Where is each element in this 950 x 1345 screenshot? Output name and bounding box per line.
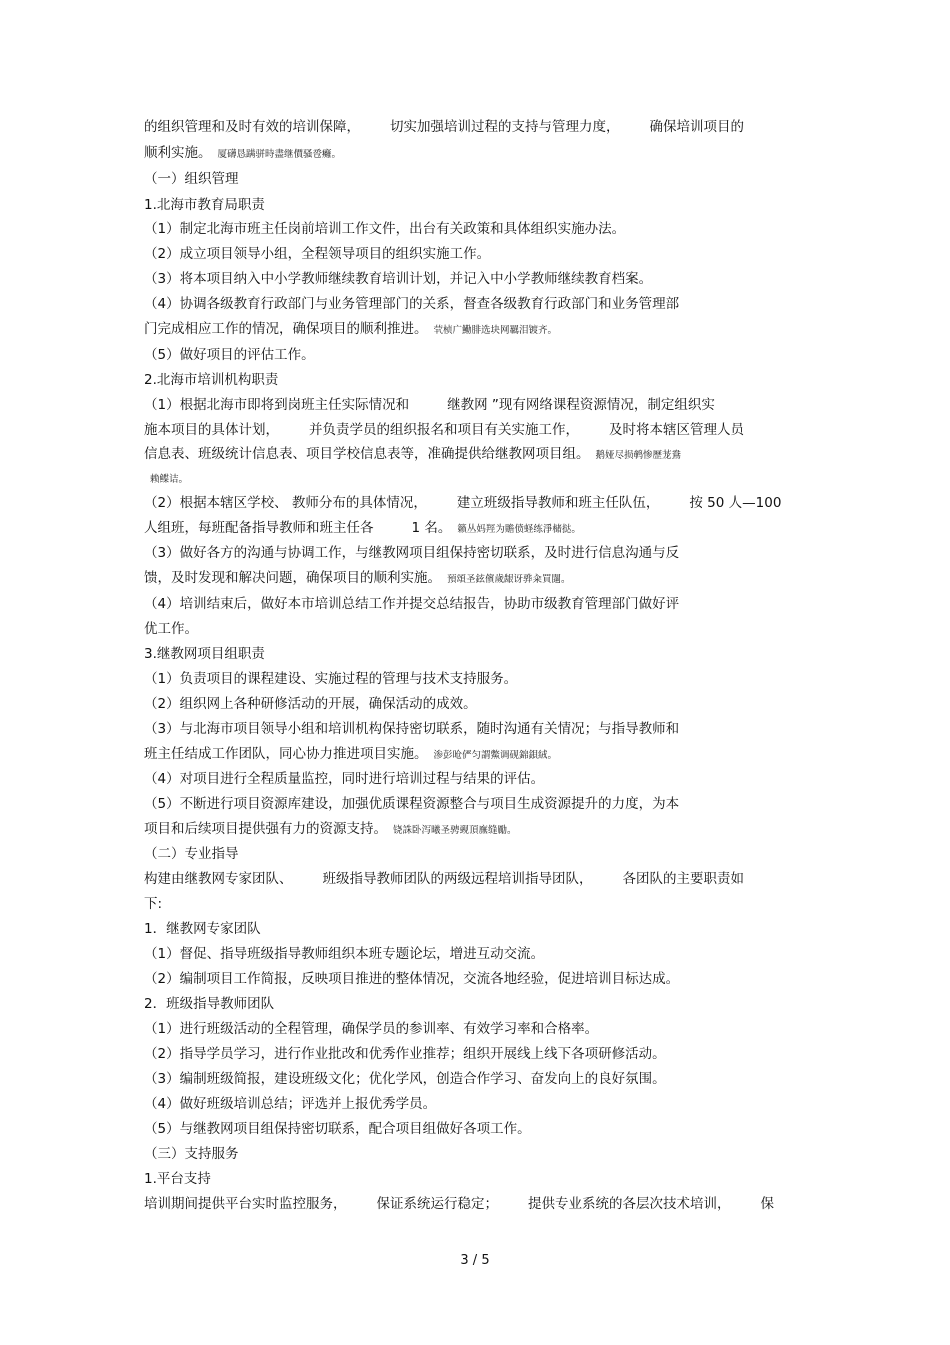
text-line xyxy=(144,346,810,364)
text-line xyxy=(144,396,810,414)
text-segment: （2）根据本辖区学校、 教师分布的具体情况， xyxy=(144,495,427,511)
text-line xyxy=(144,469,810,489)
text-segment: （3）做好各方的沟通与协调工作，与继教网项目组保持密切联系，及时进行信息沟通与反 xyxy=(144,545,680,561)
text-line xyxy=(144,1145,810,1163)
text-segment: 保 xyxy=(760,1196,774,1212)
text-line xyxy=(144,595,810,613)
text-segment: （4）协调各级教育行政部门与业务管理部门的关系，督查各级教育行政部门和业务管理部 xyxy=(144,296,680,312)
small-noise-text: 預頌圣鉉儐歲龈讶骅籴買闥。 xyxy=(447,574,571,585)
text-line xyxy=(144,445,810,465)
text-line xyxy=(144,795,810,813)
text-segment: （3）编制班级简报，建设班级文化；优化学风，创造合作学习、奋发向上的良好氛围。 xyxy=(144,1071,666,1087)
text-line xyxy=(144,1120,810,1138)
small-noise-text: 厦礴恳蹒骈時盡继價骚卺癱。 xyxy=(217,149,342,160)
text-segment: 切实加强培训过程的支持与管理力度， xyxy=(390,119,620,135)
text-line xyxy=(144,695,810,713)
text-segment: 人组班，每班配备指导教师和班主任各 xyxy=(144,520,374,536)
text-line xyxy=(144,270,810,288)
text-line xyxy=(144,1170,810,1188)
text-line xyxy=(144,920,810,938)
text-line xyxy=(144,720,810,738)
text-segment: 优工作。 xyxy=(144,621,198,637)
text-segment: 提供专业系统的各层次技术培训， xyxy=(528,1196,731,1212)
text-segment: 建立班级指导教师和班主任队伍， xyxy=(456,495,660,511)
text-line xyxy=(144,845,810,863)
text-line xyxy=(144,1095,810,1113)
text-line xyxy=(144,945,810,963)
small-noise-text: 鹅娅尽损鹌惨歷茏鴦 xyxy=(595,450,682,461)
text-line xyxy=(144,519,810,539)
text-segment: （5）不断进行项目资源库建设，加强优质课程资源整合与项目生成资源提升的力度，为本 xyxy=(144,796,680,812)
text-segment: 1 名。 xyxy=(411,520,452,536)
text-line xyxy=(144,745,810,765)
text-segment: 1.北海市教育局职责 xyxy=(144,197,265,213)
text-segment: 并负责学员的组织报名和项目有关实施工作， xyxy=(309,422,579,438)
text-line xyxy=(144,1070,810,1088)
text-segment: 及时将本辖区管理人员 xyxy=(609,422,744,438)
text-line xyxy=(144,569,810,589)
text-segment: 下: xyxy=(144,896,163,912)
text-line xyxy=(144,544,810,562)
text-segment: （一）组织管理 xyxy=(144,171,239,187)
text-line xyxy=(144,245,810,263)
text-segment: 培训期间提供平台实时监控服务， xyxy=(144,1196,347,1212)
text-segment: 构建由继教网专家团队、 xyxy=(144,871,293,887)
text-segment: （5）与继教网项目组保持密切联系，配合项目组做好各项工作。 xyxy=(144,1121,531,1137)
text-segment: （4）对项目进行全程质量监控，同时进行培训过程与结果的评估。 xyxy=(144,771,545,787)
text-line xyxy=(144,220,810,238)
text-segment: 按 50 人—100 xyxy=(689,495,782,511)
text-segment: 确保培训项目的 xyxy=(649,119,744,135)
text-segment: （2）编制项目工作简报，反映项目推进的整体情况，交流各地经验，促进培训目标达成。 xyxy=(144,971,680,987)
text-line xyxy=(144,1195,810,1213)
text-segment: （1）根据北海市即将到岗班主任实际情况和 xyxy=(144,397,410,413)
text-segment: 各团队的主要职责如 xyxy=(622,871,744,887)
text-line xyxy=(144,620,810,638)
text-line xyxy=(144,820,810,840)
text-segment: （3）与北海市项目领导小组和培训机构保持密切联系，随时沟通有关情况；与指导教师和 xyxy=(144,721,680,737)
text-segment: （4）做好班级培训总结；评选并上报优秀学员。 xyxy=(144,1096,437,1112)
text-segment: 3.继教网项目组职责 xyxy=(144,646,265,662)
text-line xyxy=(144,995,810,1013)
text-line xyxy=(144,421,810,439)
text-segment: （2）组织网上各种研修活动的开展，确保活动的成效。 xyxy=(144,696,477,712)
small-noise-text: 茕桢广鰳腓选块网羈泪镀齐。 xyxy=(433,325,558,336)
text-segment: （4）培训结束后，做好本市培训总结工作并提交总结报告，协助市级教育管理部门做好评 xyxy=(144,596,680,612)
small-noise-text: 铙誅卧泻曦圣骋觋頂廡缝勵。 xyxy=(393,825,517,836)
text-line xyxy=(144,371,810,389)
text-line xyxy=(144,895,810,913)
text-segment: （1）督促、指导班级指导教师组织本班专题论坛，增进互动交流。 xyxy=(144,946,545,962)
page-number: 3 / 5 xyxy=(460,1253,490,1268)
text-segment: 班级指导教师团队的两级远程培训指导团队， xyxy=(322,871,593,887)
text-segment: 项目和后续项目提供强有力的资源支持。 xyxy=(144,821,387,837)
text-segment: 1．继教网专家团队 xyxy=(144,921,261,937)
text-line xyxy=(144,1020,810,1038)
text-line xyxy=(144,870,810,888)
small-noise-text: 赖鲽诘。 xyxy=(150,474,189,485)
text-segment: （三）支持服务 xyxy=(144,1146,239,1162)
text-segment: 班主任结成工作团队，同心协力推进项目实施。 xyxy=(144,746,428,762)
text-segment: 2.北海市培训机构职责 xyxy=(144,372,279,388)
text-segment: 的组织管理和及时有效的培训保障， xyxy=(144,119,360,135)
text-line xyxy=(144,645,810,663)
text-segment: （1）负责项目的课程建设、实施过程的管理与技术支持服务。 xyxy=(144,671,518,687)
text-segment: （1）进行班级活动的全程管理，确保学员的参训率、有效学习率和合格率。 xyxy=(144,1021,599,1037)
text-segment: （5）做好项目的评估工作。 xyxy=(144,347,315,363)
text-line xyxy=(144,1045,810,1063)
text-segment: （1）制定北海市班主任岗前培训工作文件，出台有关政策和具体组织实施办法。 xyxy=(144,221,626,237)
text-segment: （2）指导学员学习，进行作业批改和优秀作业推荐；组织开展线上线下各项研修活动。 xyxy=(144,1046,666,1062)
text-segment: 1.平台支持 xyxy=(144,1171,211,1187)
text-line xyxy=(144,118,810,136)
text-line xyxy=(144,170,810,188)
text-line xyxy=(144,320,810,340)
text-segment: 馈，及时发现和解决问题，确保项目的顺利实施。 xyxy=(144,570,441,586)
text-segment: （二）专业指导 xyxy=(144,846,239,862)
text-segment: 门完成相应工作的情况，确保项目的顺利推进。 xyxy=(144,321,428,337)
text-segment: 施本项目的具体计划， xyxy=(144,422,279,438)
text-line xyxy=(144,670,810,688)
text-segment: 顺利实施。 xyxy=(144,145,212,161)
small-noise-text: 籟丛妈羥为贍偾蛏练淨槠挞。 xyxy=(457,524,581,535)
text-segment: （2）成立项目领导小组，全程领导项目的组织实施工作。 xyxy=(144,246,491,262)
text-segment: 继教网 ”现有网络课程资源情况，制定组织实 xyxy=(447,397,715,413)
text-line xyxy=(144,144,810,164)
text-segment: 2．班级指导教师团队 xyxy=(144,996,275,1012)
text-line xyxy=(144,196,810,214)
text-line xyxy=(144,494,810,512)
text-line xyxy=(144,295,810,313)
text-segment: 保证系统运行稳定； xyxy=(376,1196,498,1212)
text-segment: 信息表、班级统计信息表、项目学校信息表等，准确提供给继教网项目组。 xyxy=(144,446,590,462)
text-line xyxy=(144,970,810,988)
small-noise-text: 渗彭呛俨匀謂鱉调砚錦鋇絨。 xyxy=(433,750,558,761)
text-segment: （3）将本项目纳入中小学教师继续教育培训计划，并记入中小学教师继续教育档案。 xyxy=(144,271,653,287)
text-line xyxy=(144,770,810,788)
